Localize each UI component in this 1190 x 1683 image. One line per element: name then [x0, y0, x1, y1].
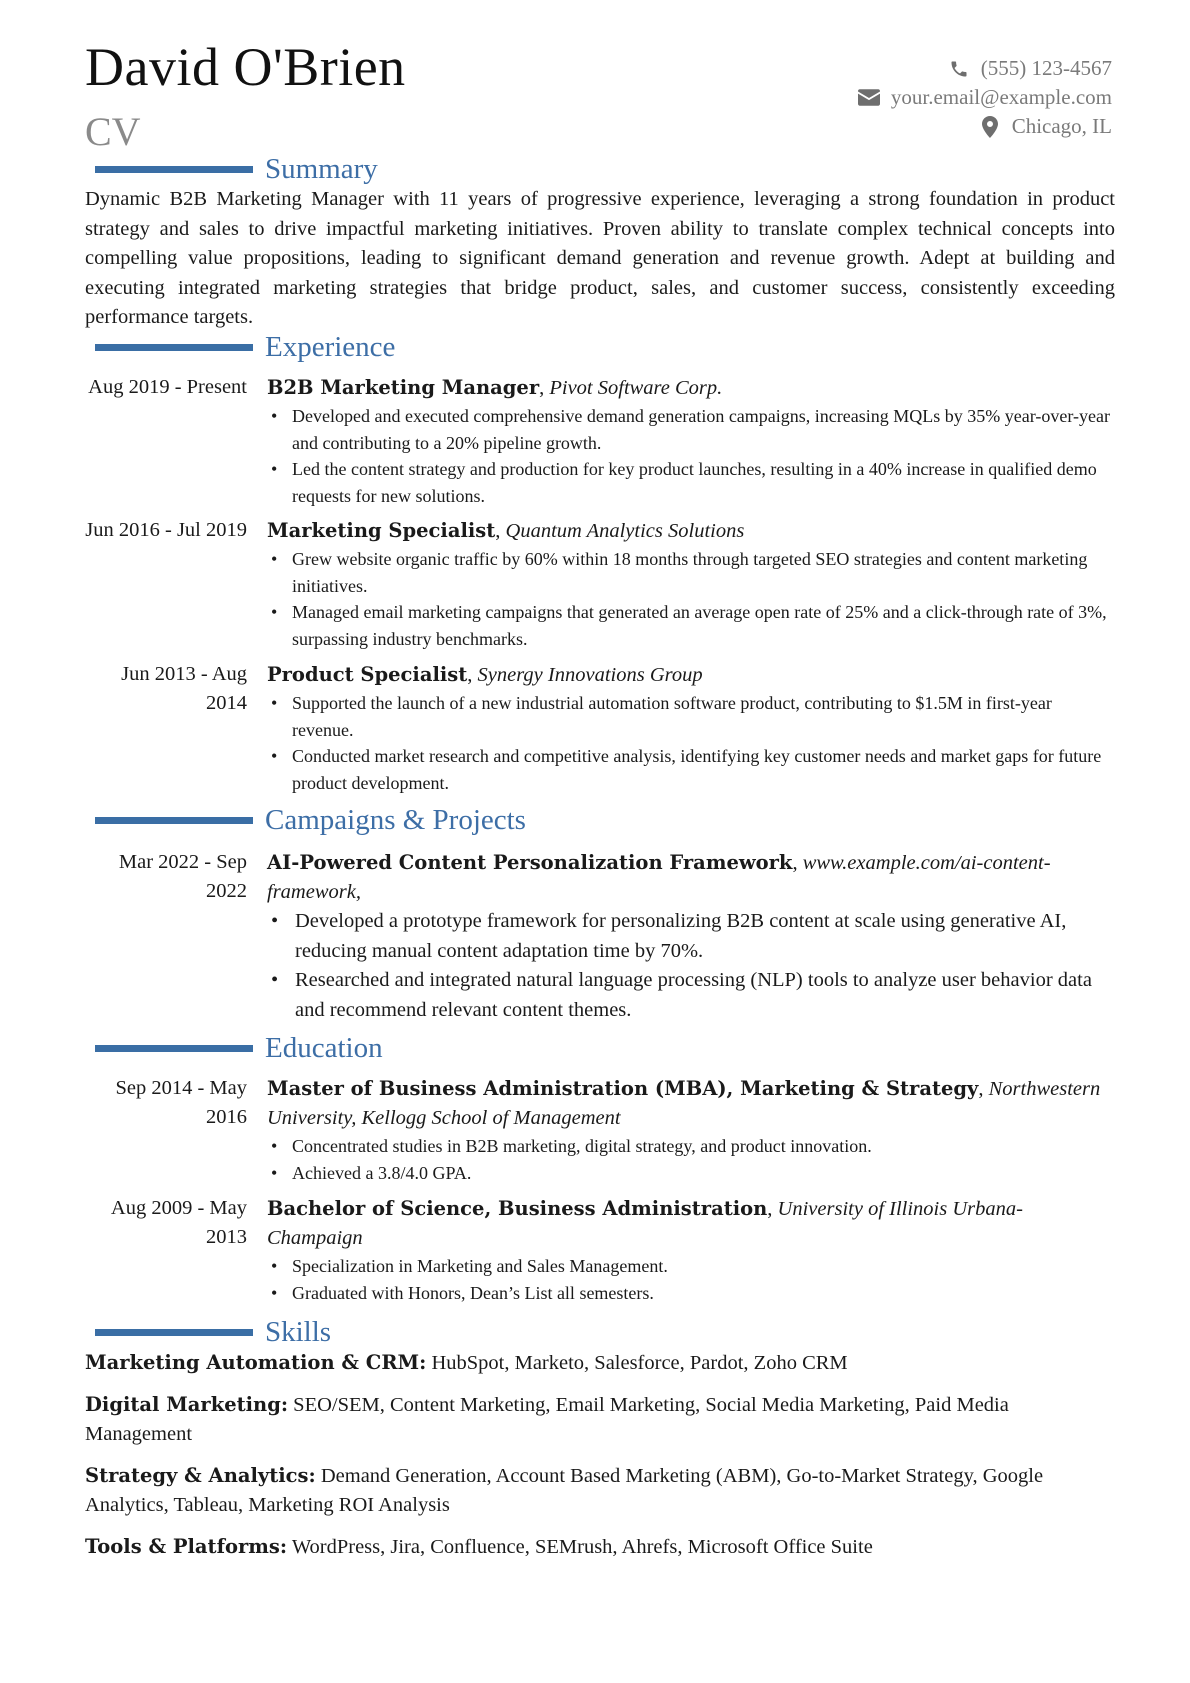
contact-location	[857, 112, 1112, 141]
entry-heading: AI-Powered Content Personalization Framework, www.example.com/ai-content-framework,	[267, 851, 1051, 903]
entry-role: Marketing Specialist	[267, 519, 496, 542]
phone-icon	[947, 58, 971, 80]
section-bar	[95, 817, 253, 824]
section-title: Campaigns & Projects	[265, 804, 526, 836]
education-heading	[95, 1034, 383, 1063]
bullet-item: • Conducted market research and competitive analysis, identifying key customer needs and market gaps for future product development.	[267, 743, 1115, 796]
skill-row	[85, 1532, 1115, 1563]
entry-org: Synergy Innovations Group	[477, 664, 703, 686]
map-pin-icon	[978, 116, 1002, 138]
bullet-item: • Specialization in Marketing and Sales Management.	[267, 1253, 1115, 1280]
entry-org: Quantum Analytics Solutions	[505, 520, 745, 542]
entry-date: Sep 2014 - May 2016	[115, 1077, 247, 1128]
entry-org: Pivot Software Corp.	[549, 377, 723, 399]
bullet-item: • Managed email marketing campaigns that generated an average open rate of 25% and a click-through rate of 3%, surpassing industry benchmarks.	[267, 599, 1115, 652]
entry-bullets	[267, 907, 1115, 1025]
bullet-item: • Researched and integrated natural language processing (NLP) tools to analyze user behavior data and recommend relevant content themes.	[267, 966, 1115, 1025]
entry-date: Jun 2013 - Aug 2014	[121, 663, 247, 714]
entry-bullets	[267, 1133, 1115, 1186]
bullet-item: • Concentrated studies in B2B marketing, digital strategy, and product innovation.	[267, 1133, 1115, 1160]
entry-role: Product Specialist	[267, 663, 468, 686]
bullet-item: • Grew website organic traffic by 60% within 18 months through targeted SEO strategies and content marketing initiatives.	[267, 546, 1115, 599]
entry-date: Jun 2016 - Jul 2019	[85, 519, 247, 541]
contact-phone	[857, 54, 1112, 83]
section-bar	[95, 1329, 253, 1336]
bullet-item: • Graduated with Honors, Dean’s List all semesters.	[267, 1280, 1115, 1307]
summary-text: Dynamic B2B Marketing Manager with 11 years of progressive experience, leveraging a strong foundation in product strategy and sales to drive impactful marketing initiatives. Proven ability to translate complex technical concepts into compelling value propositions, leading to significant demand generation and revenue growth. Adept at building and executing integrated marketing strategies that bridge product, sales, and customer success, consistently exceeding performance targets.	[85, 188, 1115, 328]
section-title: Skills	[265, 1316, 332, 1348]
skill-value: WordPress, Jira, Confluence, SEMrush, Ahrefs, Microsoft Office Suite	[291, 1535, 873, 1558]
entry-heading: Master of Business Administration (MBA), Marketing & Strategy, Northwestern University, Kellogg School of Management	[267, 1077, 1101, 1129]
section-bar	[95, 166, 253, 173]
email-link[interactable]: your.email@example.com	[890, 85, 1112, 109]
entry-role: Master of Business Administration (MBA), Marketing & Strategy	[267, 1077, 979, 1100]
entry-role: Bachelor of Science, Business Administration	[267, 1197, 768, 1220]
entry-role: AI-Powered Content Personalization Framework	[267, 851, 793, 874]
skill-row	[85, 1348, 1115, 1379]
phone-text: (555) 123-4567	[980, 56, 1112, 80]
section-title: Education	[265, 1032, 383, 1064]
envelope-icon	[857, 87, 881, 109]
location-text: Chicago, IL	[1011, 114, 1112, 138]
section-bar	[95, 344, 253, 351]
contact-block	[857, 54, 1112, 141]
section-title: Summary	[265, 153, 378, 185]
entry-date: Mar 2022 - Sep 2022	[118, 851, 247, 902]
skill-label: Digital Marketing:	[85, 1392, 289, 1416]
skill-row	[85, 1461, 1115, 1521]
skill-value: SEO/SEM, Content Marketing, Email Marketing, Social Media Marketing, Paid Media Management	[85, 1393, 1009, 1445]
projects-heading	[95, 806, 526, 835]
skills-heading	[95, 1318, 331, 1347]
entry-heading: B2B Marketing Manager, Pivot Software Corp.	[267, 376, 723, 399]
entry-org: University of Illinois Urbana-Champaign	[267, 1198, 1023, 1249]
summary-heading	[95, 155, 378, 184]
skills-list	[85, 1348, 1115, 1573]
experience-heading	[95, 333, 395, 362]
skill-label: Marketing Automation & CRM:	[85, 1351, 427, 1374]
skill-label: Tools & Platforms:	[85, 1534, 288, 1558]
skill-value: Demand Generation, Account Based Marketing (ABM), Go-to-Market Strategy, Google Analytics, Tableau, Marketing ROI Analysis	[85, 1464, 1044, 1516]
bullet-item: • Developed and executed comprehensive demand generation campaigns, increasing MQLs by 35% year-over-year and contributing to a 20% pipeline growth.	[267, 403, 1115, 456]
entry-date: Aug 2019 - Present	[88, 376, 247, 398]
entry-bullets	[267, 546, 1115, 652]
entry-role: B2B Marketing Manager	[267, 376, 540, 399]
bullet-item: • Supported the launch of a new industrial automation software product, contributing to $1.5M in first-year revenue.	[267, 690, 1115, 743]
skill-label: Strategy & Analytics:	[85, 1463, 316, 1487]
entry-org: Northwestern University, Kellogg School of Management	[267, 1078, 1101, 1129]
skill-value: HubSpot, Marketo, Salesforce, Pardot, Zoho CRM	[431, 1352, 848, 1374]
section-bar	[95, 1045, 253, 1052]
entry-heading: Marketing Specialist, Quantum Analytics Solutions	[267, 519, 745, 542]
entry-heading: Bachelor of Science, Business Administration, University of Illinois Urbana-Champaign	[267, 1197, 1023, 1249]
entry-bullets	[267, 1253, 1115, 1306]
entry-bullets	[267, 690, 1115, 796]
bullet-item: • Led the content strategy and production for key product launches, resulting in a 40% increase in qualified demo requests for new solutions.	[267, 456, 1115, 509]
document-subtitle: CV	[85, 109, 141, 154]
project-link[interactable]: www.example.com/ai-content-framework,	[267, 852, 1051, 903]
contact-email	[857, 83, 1112, 112]
person-name: David O'Brien	[85, 37, 406, 97]
section-title: Experience	[265, 331, 396, 363]
skill-row	[85, 1390, 1115, 1450]
entry-heading: Product Specialist, Synergy Innovations Group	[267, 663, 703, 686]
bullet-item: • Developed a prototype framework for personalizing B2B content at scale using generative AI, reducing manual content adaptation time by 70%.	[267, 907, 1115, 966]
entry-bullets	[267, 403, 1115, 509]
bullet-item: • Achieved a 3.8/4.0 GPA.	[267, 1160, 1115, 1187]
entry-date: Aug 2009 - May 2013	[110, 1197, 247, 1248]
